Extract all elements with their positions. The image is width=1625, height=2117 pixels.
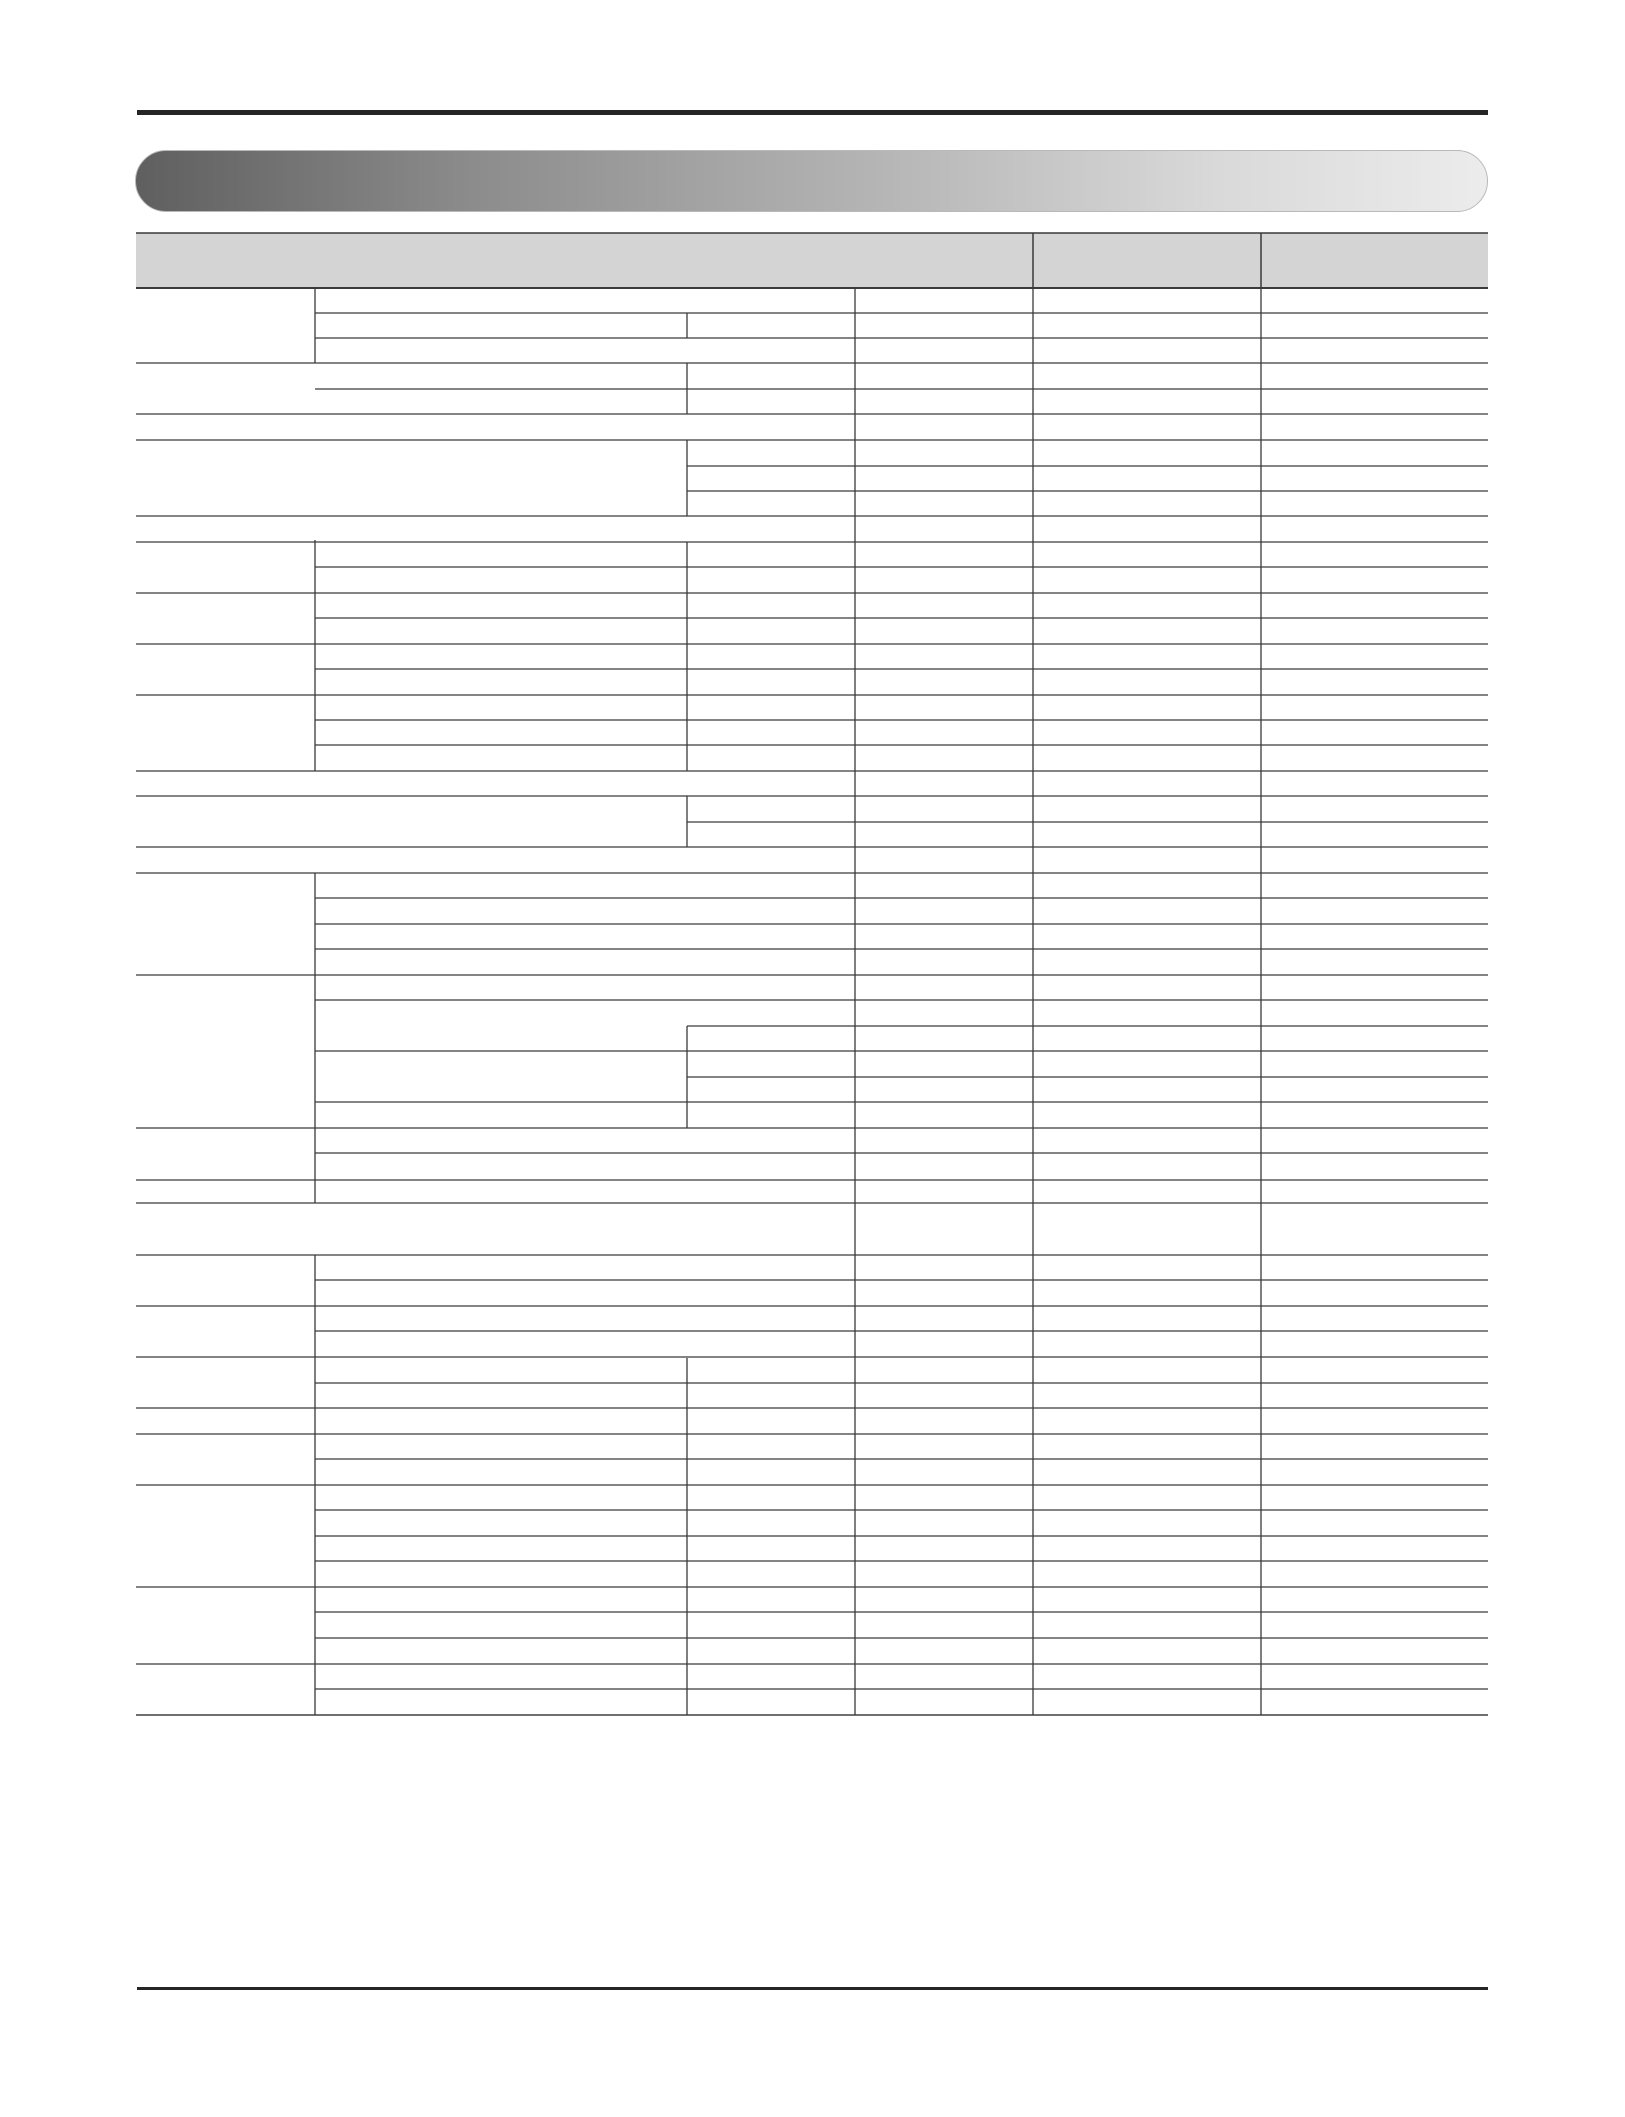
table-grid	[136, 288, 1488, 1715]
table-header-background	[136, 233, 1488, 288]
bottom-rule	[137, 1987, 1488, 1990]
